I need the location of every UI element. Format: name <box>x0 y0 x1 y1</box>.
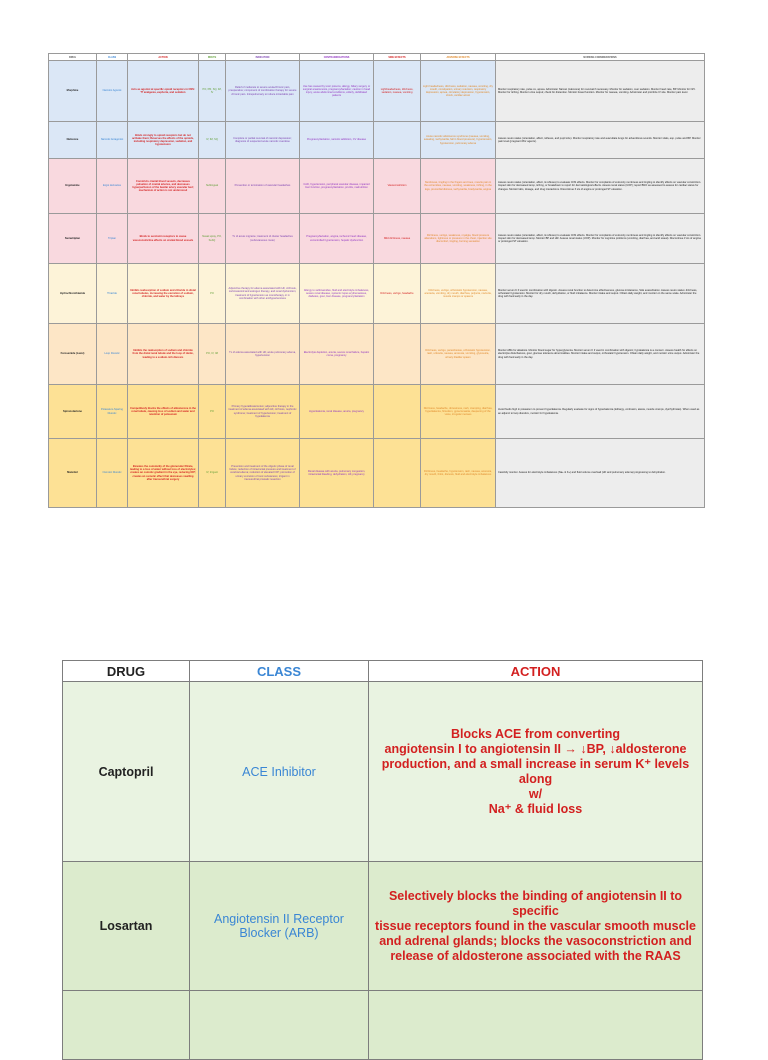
thumb-indication-cell: Complete or partial reversal of narcotic depression; diagnosis of suspected acute narcotic overdose <box>226 122 300 159</box>
thumb-class-cell: Osmotic Diuretic <box>97 439 128 508</box>
thumb-adverse-effects-cell: Dizziness, headache, hypotension, rash, nausea, anorexia, dry mouth, thirst, diuresis, fluid and electrolyte imbalances <box>421 439 496 508</box>
thumb-route-cell: PO, PR, SQ, IM, IV <box>199 61 226 122</box>
thumb-action-cell: Competitively blocks the effects of aldosterone in the renal tubule, causing loss of sodium and water and retention of potassium <box>128 385 199 439</box>
drug-summary-table <box>48 53 705 508</box>
zoom-action-cell <box>369 862 703 991</box>
thumb-contraindication-cell: Use has caused by toxic poisons, allergy, biliary surgery or surgical anastomosis, pregnancy/lactation; caution in head injury, acute abdominal conditions, elderly, debilitated patients <box>300 61 374 122</box>
thumb-side-effects-cell <box>374 122 421 159</box>
thumb-row <box>49 214 705 264</box>
thumb-route-cell: PO, IV, IM <box>199 324 226 385</box>
thumb-drug-cell: Spironolactone <box>49 385 97 439</box>
thumb-row <box>49 61 705 122</box>
thumb-nursing-cell: Avoid foods high in potassium to prevent hyperkalemia. Regularly evaluate for signs of hyperkalemia (lethargy, confusion, ataxia, muscle cramps, dysrhythmias). When used as an adjunct to loop diuretics, monitor for hypokalemia. <box>496 385 705 439</box>
thumb-contraindication-cell: Electrolyte depletion, anuria, severe renal failure, hepatic coma, pregnancy <box>300 324 374 385</box>
thumb-action-cell: Inhibits the reabsorption of sodium and chloride from the distal renal tubule and the loop of Henle, leading to a sodium-rich diuresis <box>128 324 199 385</box>
thumb-side-effects-cell: Vasoconstriction <box>374 159 421 214</box>
thumb-action-cell: Constricts cranial blood vessels, decreases pulsation of cranial arteries, and decreases hyperperfusion of the basilar artery vascular bed; mechanism of action is not understood <box>128 159 199 214</box>
zoom-header-drug: DRUG <box>63 661 190 682</box>
action-line: Blocks ACE from converting <box>450 726 620 741</box>
thumb-row <box>49 159 705 214</box>
thumb-side-effects-cell <box>374 439 421 508</box>
thumb-header-class: CLASS <box>97 54 128 61</box>
action-line: Selectively blocks the binding of angiotensin II to specific <box>388 888 683 918</box>
zoom-row-empty <box>63 991 703 1060</box>
zoom-action-cell <box>369 682 703 862</box>
thumb-drug-cell: Hydrochlorothiazide <box>49 264 97 324</box>
thumb-action-cell: Elevates the osmolarity of the glomerular filtrate, leading to a loss of water without loss of electrolytes; creates an osmotic gradient in the eye, reducing IOP; creates an osmotic effect that decreases swelling after transurethral surgery <box>128 439 199 508</box>
thumb-contraindication-cell: Allergy to sulfonamides, fluid and electrolyte imbalances, severe renal disease, systemic lupus erythematosus, diabetes, gout, liver disease, pregnancy/lactation <box>300 264 374 324</box>
thumb-header-drug: DRUG <box>49 54 97 61</box>
thumb-route-cell: PO <box>199 264 226 324</box>
thumb-indication-cell: Tx of edema associated with HF, acute pulmonary edema, hypertension <box>226 324 300 385</box>
thumb-class-cell: Narcotic Agonist <box>97 61 128 122</box>
thumb-route-cell: IV, IM, SQ <box>199 122 226 159</box>
thumb-adverse-effects-cell: Numbness, tingling in the fingers and toes, muscle pain in the extremities, nausea, vomiting, weakness, itching, in the legs, precordial distress, tachycardia, bradycardia, angina <box>421 159 496 214</box>
thumb-contraindication-cell: Pregnancy/lactation, angina, ischemic heart disease, uncontrolled hypertension, hepatic dysfunction <box>300 214 374 264</box>
thumb-drug-cell: Mannitol <box>49 439 97 508</box>
zoom-action-cell <box>369 991 703 1060</box>
thumb-contraindication-cell: Pregnancy/lactation, narcotic addiction, CV disease <box>300 122 374 159</box>
thumb-action-cell: Binds to serotonin receptors to cause vasoconstrictive effects on cranial blood vessels <box>128 214 199 264</box>
thumb-action-cell: Binds strongly to opioid receptors but do not activate them; Reverses the effects of the opioids, including respiratory depression, sedation, and hypotension <box>128 122 199 159</box>
action-line: tissue receptors found in the vascular smooth muscle <box>375 918 696 933</box>
thumb-route-cell: Sublingual <box>199 159 226 214</box>
thumb-contraindication-cell: Hyperkalemia, renal disease, anuria, pregnancy <box>300 385 374 439</box>
zoom-row-losartan <box>63 862 703 991</box>
action-line: production, and a small increase in serum K⁺ levels along <box>381 756 690 786</box>
thumb-route-cell: PO <box>199 385 226 439</box>
thumb-class-cell: Thiazide <box>97 264 128 324</box>
zoom-drug-cell: Losartan <box>63 862 190 991</box>
thumb-class-cell: Loop Diuretic <box>97 324 128 385</box>
zoom-header-row <box>63 661 703 682</box>
zoom-class-cell: ACE Inhibitor <box>190 682 369 862</box>
thumb-side-effects-cell: Lightheadedness, dizziness, sedation, nausea, vomiting <box>374 61 421 122</box>
zoom-header-class: CLASS <box>190 661 369 682</box>
thumb-nursing-cell: Monitor ABG for alkalosis. Monitor blood sugar for hyperglycemia. Monitor serum K if used in combination with digoxin; hypokalemia is a concern. Assess health for effects on electrolyte disturbances, gout, glucose tolerance abnormalities. Monitor intake and output, orthostatic hypotension. Obtain daily weight, and monitor urine output. Administer the drug with food early in the day. <box>496 324 705 385</box>
zoom-class-cell: Angiotensin II Receptor Blocker (ARB) <box>190 862 369 991</box>
action-line: angiotensin I to angiotensin II → ↓BP, ↓aldosterone <box>384 741 687 756</box>
thumb-contraindication-cell: Renal disease with anuria, pulmonary congestion, intracranial bleeding, dehydration, HF, pregnancy <box>300 439 374 508</box>
thumb-side-effects-cell <box>374 324 421 385</box>
thumb-class-cell: Ergot derivative <box>97 159 128 214</box>
thumb-nursing-cell: Monitor serum K if used in combination with digoxin. Assess renal function to determine effectiveness, glucose intolerance, SLE exacerbation. Assess neuro status: dizziness, orthostatic hypotension. Monitor for dry mouth, dehydration, or fluid imbalance. Monitor intake and output. Obtain daily weight, and monitor on the same scale. Administer the drug with food early in the day. <box>496 264 705 324</box>
thumb-adverse-effects-cell: Dizziness, headache, drowsiness, rash, cramping, diarrhea, hyperkalemia, hirsutism, gynecomastia, deepening of the voice, irregular menses <box>421 385 496 439</box>
thumb-contraindication-cell: CAD, hypertension, peripheral vascular disease, impaired liver function, pregnancy/lactation, pruritis, malnutrition <box>300 159 374 214</box>
thumb-row <box>49 324 705 385</box>
thumb-indication-cell: Adjunctive therapy for edema associated with HF, cirrhosis, corticosteroid and estrogen therapy, and renal dysfunction; treatment of hypertension as monotherapy or in combination with other antihypertensives <box>226 264 300 324</box>
thumb-row <box>49 122 705 159</box>
thumb-nursing-cell: Assess neuro status (orientation, affect, & reflexes) to evaluate CNS effects. Monitor for complaints of extremity numbness and tingling to identify effects on vascular constriction. Inspect skin for decreased temp, itching, or breakdown to report for dermatological effects. Assess renal status (UOP); report BNO as assessed to assess for cardiac status for changes. Monitor labs, dosage, and drug interactions. Discontinue if s/s of angina or prolonged ST elevation. <box>496 159 705 214</box>
thumb-side-effects-cell <box>374 385 421 439</box>
thumb-adverse-effects-cell: Dizziness, vertigo, weakness, myalgia, blood pressure alterations, tightness or pressure in the chest, injection site discomfort, tingling, burning sensation <box>421 214 496 264</box>
thumb-row <box>49 439 705 508</box>
thumb-side-effects-cell: Mild dizziness, nausea <box>374 214 421 264</box>
action-line: and adrenal glands; blocks the vasoconstriction and <box>379 933 692 948</box>
thumb-nursing-cell: Carefully monitor. Assess for electrolyte imbalances (Na+ & K+) and fluid volume overload (HF and pulmonary edema) progressing to dehydration. <box>496 439 705 508</box>
thumb-header-adverse-effects: ADVERSE EFFECTS <box>421 54 496 61</box>
thumb-row <box>49 264 705 324</box>
thumb-header-side-effects: SIDE EFFECTS <box>374 54 421 61</box>
thumb-nursing-cell: Monitor respiratory rate, pulse ox, apnea. Administer Narcan (naloxone) for reversal if necessary. Monitor for sedation, over sedation. Monitor heart rate, BP. Monitor for N/V. Monitor for itching. Monitor urine output; check for distention. Monitor bowel function. Monitor for nausea, vomiting. Administer and prioritize IV site. Monitor pain level. <box>496 61 705 122</box>
thumb-adverse-effects-cell: Acute narcotic abstinence syndrome (nausea, vomiting, sweating, tachycardia, fall in blood pressure), hypertension, hypotension, pulmonary edema <box>421 122 496 159</box>
zoom-class-cell <box>190 991 369 1060</box>
thumb-indication-cell: Relief of moderate to severe acute/chronic pain, preoperative; component of combination therapy for severe chronic pain. Intrapulmonary to induce intractable pain <box>226 61 300 122</box>
thumb-header-indication: INDICATION <box>226 54 300 61</box>
zoom-drug-cell <box>63 991 190 1060</box>
thumb-header-nursing: NURSING CONSIDERATIONS <box>496 54 705 61</box>
zoomed-drug-table <box>62 660 703 1060</box>
thumb-adverse-effects-cell: Dizziness, vertigo, paresthesias, orthostatic hypotension, rash, urticaria, nausea, anorexia, vomiting, glycosuria, urinary bladder spasm <box>421 324 496 385</box>
thumb-drug-cell: Morphine <box>49 61 97 122</box>
thumb-drug-cell: Sumatriptan <box>49 214 97 264</box>
action-line: w/ <box>528 786 543 801</box>
thumb-adverse-effects-cell: Light headedness, dizziness, sedation, nausea, vomiting, dry mouth, constipation, urinary retention, respiratory depression, apnea, circulatory depression, hypotension, shock, cardiac arrest <box>421 61 496 122</box>
thumb-route-cell: Nasal spray, PO, SubQ <box>199 214 226 264</box>
thumb-indication-cell: Primary hyperaldosteronism; adjunctive therapy in the treatment of edema associated with HF, cirrhosis, nephrotic syndrome; treatment of hypertension; treatment of hypokalemia <box>226 385 300 439</box>
thumb-action-cell: Inhibits reabsorption of sodium and chloride in distal renal tubules, increasing the excretion of sodium, chloride, and water by the kidneys <box>128 264 199 324</box>
thumb-class-cell: Narcotic Antagonist <box>97 122 128 159</box>
thumb-adverse-effects-cell: Dizziness, vertigo, orthostatic hypotension, nausea, anorexia, vomiting, dry mouth, diarrhea, polyuria, nocturia, muscle cramps or spasms <box>421 264 496 324</box>
thumb-header-route: ROUTE <box>199 54 226 61</box>
thumb-drug-cell: Furosemide (Lasix) <box>49 324 97 385</box>
thumb-class-cell: Potassium-Sparing Diuretic <box>97 385 128 439</box>
thumb-indication-cell: Prevention or termination of vascular headaches <box>226 159 300 214</box>
thumb-drug-cell: Naloxone <box>49 122 97 159</box>
thumb-route-cell: IV, Irrigant <box>199 439 226 508</box>
thumb-nursing-cell: Assess neuro status (orientation, affect, & reflexes) to evaluate CNS effects. Monitor for complaints of extremity numbness and tingling to identify effects on vascular constriction. Inspect skin for decreased temp. Monitor BP and HR. Assess renal status (UOP). Monitor for cognitive problems (vomiting, diarrhea, and acid sweat). Discontinue if s/s of angina or prolonged ST elevation. <box>496 214 705 264</box>
action-line: Na⁺ & fluid loss <box>488 801 583 816</box>
action-line: release of aldosterone associated with the RAAS <box>390 948 681 963</box>
thumb-indication-cell: Tx of acute migraine; treatment of cluster headaches (subcutaneous route) <box>226 214 300 264</box>
thumb-indication-cell: Prevention and treatment of the oliguric phase of renal failure; reduction of intracranial pressure and treatment of cerebral edema; reduction of elevated IOP; promotion of urinary excretion of toxic substances; irrigant in transurethral prostatic resection <box>226 439 300 508</box>
thumb-nursing-cell: Assess neuro status (orientation, affect, reflexes, and pupil size). Monitor respiratory rate and auscultate lungs for adventitious sounds. Monitor vitals, esp. pulse and BP. Monitor pain level (pregnant if/for agents). <box>496 122 705 159</box>
thumb-class-cell: Triptan <box>97 214 128 264</box>
thumb-header-row <box>49 54 705 61</box>
thumb-row <box>49 385 705 439</box>
zoom-row-captopril <box>63 682 703 862</box>
thumb-drug-cell: Ergotamine <box>49 159 97 214</box>
thumb-action-cell: Acts as agonist at specific opioid receptors in CNS: *P analgesia, euphoria, and sedation <box>128 61 199 122</box>
zoom-header-action: ACTION <box>369 661 703 682</box>
thumb-header-action: ACTION <box>128 54 199 61</box>
zoom-drug-cell: Captopril <box>63 682 190 862</box>
thumb-side-effects-cell: Dizziness, vertigo, headache <box>374 264 421 324</box>
thumb-header-contraindications: CONTRAINDICATIONS <box>300 54 374 61</box>
